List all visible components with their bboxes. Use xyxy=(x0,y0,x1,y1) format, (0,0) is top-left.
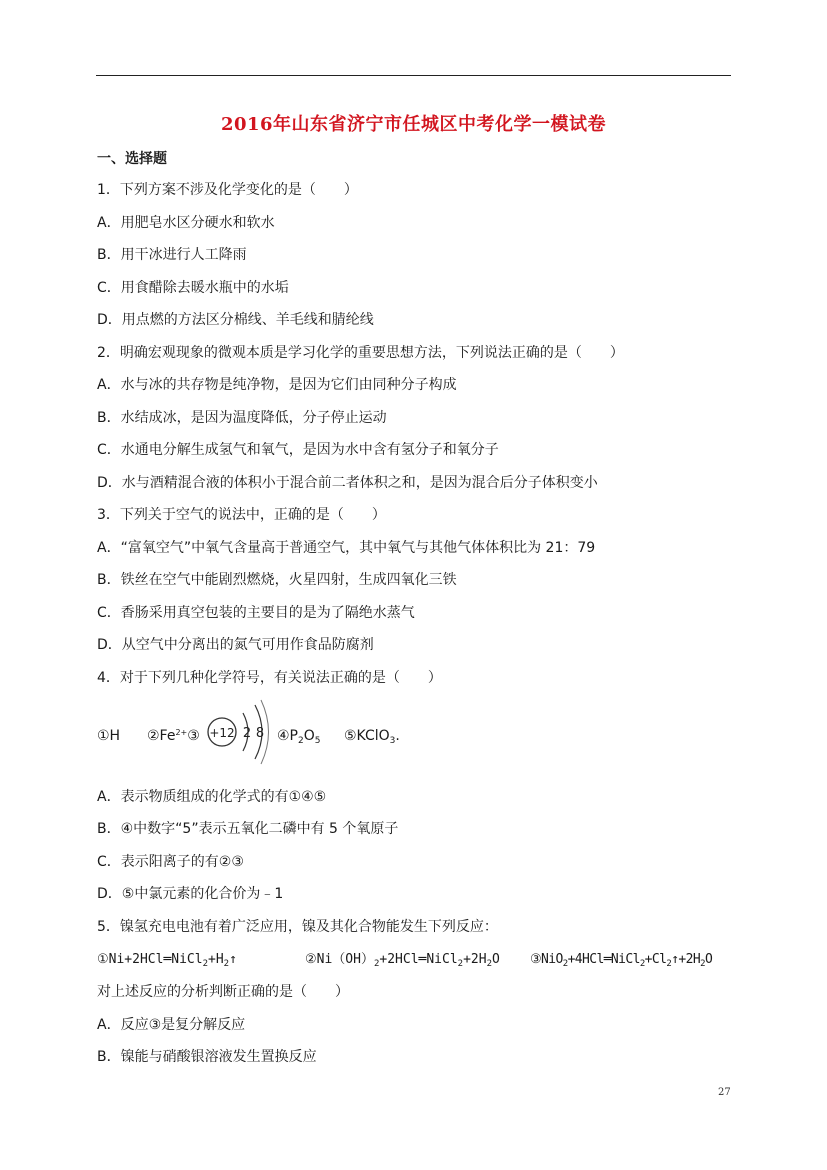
q1-option-d: D．用点燃的方法区分棉线、羊毛线和腈纶线 xyxy=(97,312,374,328)
q5-option-b: B．镍能与硝酸银溶液发生置换反应 xyxy=(97,1049,317,1065)
q4-option-b: B．④中数字“5”表示五氧化二磷中有 5 个氧原子 xyxy=(97,821,399,837)
q4-option-c: C．表示阳离子的有②③ xyxy=(97,854,244,870)
q1-option-a: A．用肥皂水区分硬水和软水 xyxy=(97,215,275,231)
q1-option-b: B．用干冰进行人工降雨 xyxy=(97,247,247,263)
header-rule xyxy=(96,75,731,76)
nucleus-charge: +12 xyxy=(209,726,235,740)
symbol-2: $②Fe^{2+}③$ xyxy=(147,728,200,744)
q5-ask: 对上述反应的分析判断正确的是（ ） xyxy=(97,984,349,1000)
q2-option-b: B．水结成冰，是因为温度降低，分子停止运动 xyxy=(97,410,387,426)
q2-option-d: D．水与酒精混合液的体积小于混合前二者体积之和，是因为混合后分子体积变小 xyxy=(97,475,598,491)
q3-option-c: C．香肠采用真空包装的主要目的是为了隔绝水蒸气 xyxy=(97,605,415,621)
q2-stem: 2．明确宏观现象的微观本质是学习化学的重要思想方法，下列说法正确的是（ ） xyxy=(97,345,624,361)
shell-1-electrons: 2 xyxy=(242,726,252,741)
q4-option-a: A．表示物质组成的化学式的有①④⑤ xyxy=(97,789,327,805)
reaction-3: $③NiO_2+4HCl═NiCl_2+Cl_2↑+2H_2O$ xyxy=(530,952,713,969)
exam-title: 2016年山东省济宁市任城区中考化学一模试卷 xyxy=(220,114,607,135)
symbol-1: ①H xyxy=(97,728,121,744)
q1-stem: 1．下列方案不涉及化学变化的是（ ） xyxy=(97,182,358,198)
q5-stem: 5．镍氢充电电池有着广泛应用，镍及其化合物能发生下列反应： xyxy=(97,919,498,935)
q1-option-c: C．用食醋除去暖水瓶中的水垢 xyxy=(97,280,289,296)
reaction-1: $①Ni+2HCl═NiCl_2+H_2↑$ xyxy=(97,952,237,969)
q3-option-a: A．“富氧空气”中氧气含量高于普通空气，其中氧气与其他气体体积比为 21：79 xyxy=(97,540,596,556)
page-number: 27 xyxy=(718,1087,731,1098)
q4-stem: 4．对于下列几种化学符号，有关说法正确的是（ ） xyxy=(97,670,442,686)
q2-option-a: A．水与冰的共存物是纯净物，是因为它们由同种分子构成 xyxy=(97,377,457,393)
shell-2-electrons: 8 xyxy=(255,726,265,741)
q3-option-b: B．铁丝在空气中能剧烈燃烧，火星四射，生成四氧化三铁 xyxy=(97,572,457,588)
symbol-5: ⑤KClO$_3$. xyxy=(344,728,400,746)
section-heading: 一、选择题 xyxy=(97,151,167,167)
q3-option-d: D．从空气中分离出的氮气可用作食品防腐剂 xyxy=(97,637,374,653)
q4-option-d: D．⑤中氯元素的化合价为﹣1 xyxy=(97,886,284,902)
atom-structure-diagram xyxy=(205,695,277,771)
q2-option-c: C．水通电分解生成氢气和氧气，是因为水中含有氢分子和氧分子 xyxy=(97,442,499,458)
chemical-symbols-row xyxy=(97,700,597,770)
q3-stem: 3．下列关于空气的说法中，正确的是（ ） xyxy=(97,507,386,523)
q5-option-a: A．反应③是复分解反应 xyxy=(97,1017,246,1033)
symbol-4: $④P_2O_5$ xyxy=(277,728,321,746)
reaction-2: $②Ni(OH)_2+2HCl═NiCl_2+2H_2O$ xyxy=(305,952,500,969)
